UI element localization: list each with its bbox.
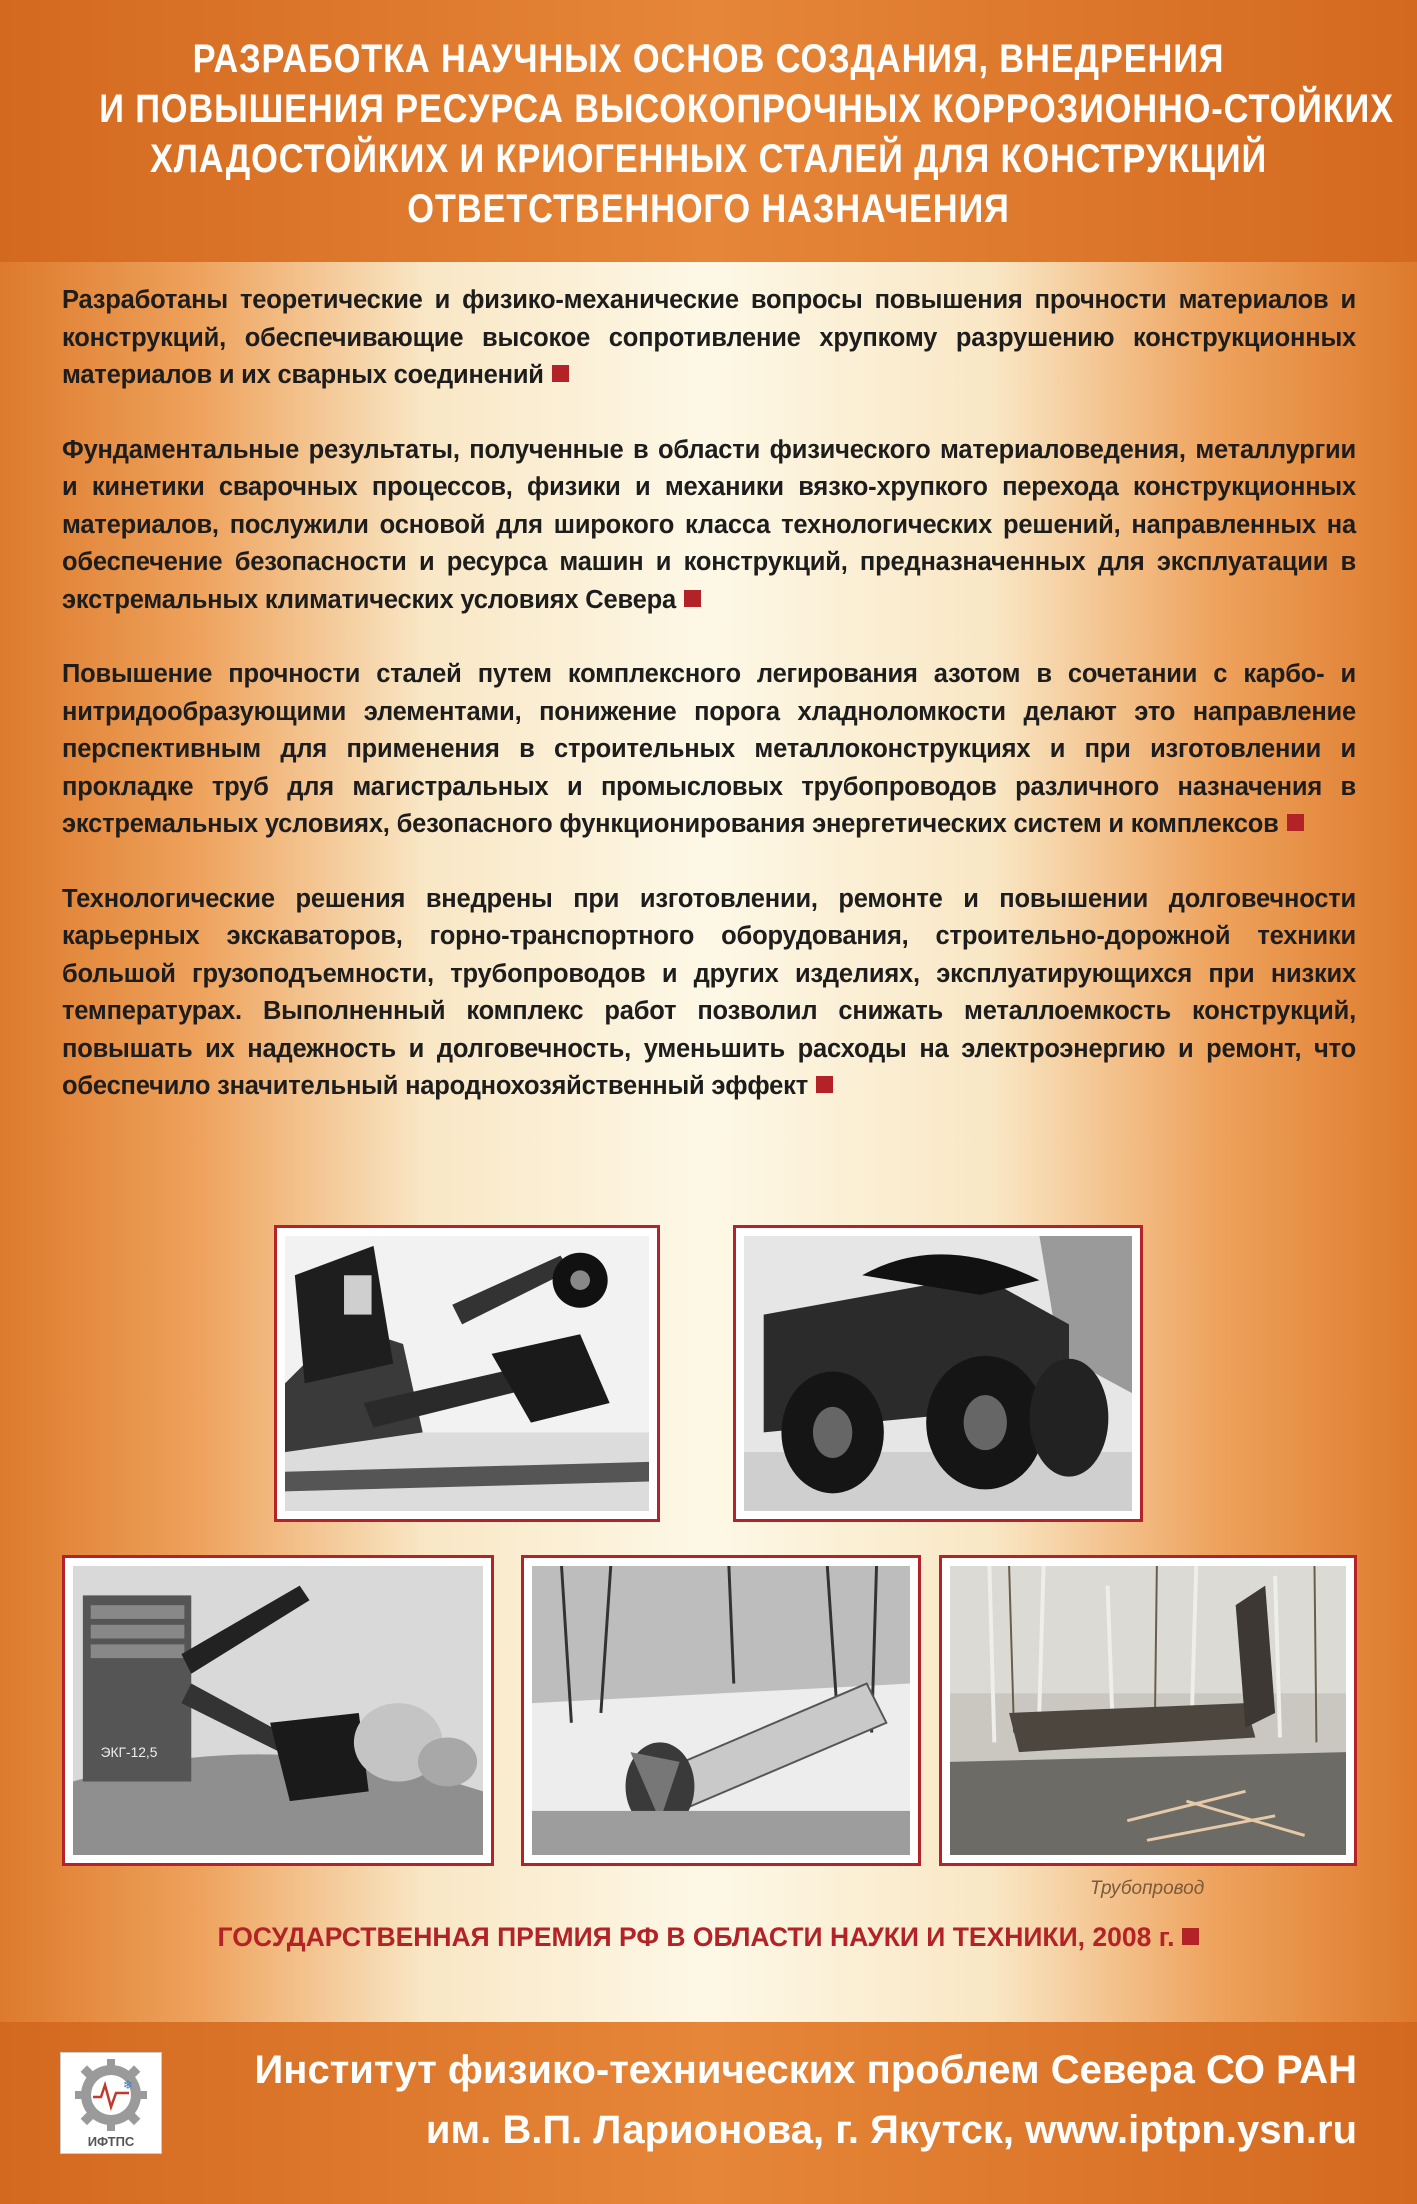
title-line: РАЗРАБОТКА НАУЧНЫХ ОСНОВ СОЗДАНИЯ, ВНЕДРЕНИЯ (192, 37, 1225, 81)
institute-info (255, 2040, 1357, 2160)
excavator-label: ЭКГ-12,5 (100, 1745, 158, 1761)
photo-burst-pipe (521, 1555, 921, 1866)
title-line: И ПОВЫШЕНИЯ РЕСУРСА ВЫСОКОПРОЧНЫХ КОРРОЗИОННО-СТОЙКИХ (99, 87, 1394, 131)
photo-excavator-bucket (274, 1225, 660, 1522)
institute-name: Институт физико-технических проблем Севера СО РАН (254, 2048, 1357, 2092)
header-banner (0, 0, 1417, 262)
excavator-bucket-image (285, 1236, 649, 1511)
award-text: ГОСУДАРСТВЕННАЯ ПРЕМИЯ РФ В ОБЛАСТИ НАУКИ И ТЕХНИКИ, 2008 г. (217, 1922, 1175, 1952)
paragraph (62, 656, 1356, 844)
institute-logo (60, 2052, 162, 2154)
gear-logo-icon (61, 2053, 161, 2153)
title-line: ОТВЕТСТВЕННОГО НАЗНАЧЕНИЯ (407, 187, 1010, 231)
paragraph-text: Фундаментальные результаты, полученные в области физического материаловедения, металлургии и кинетики сварочных процессов, физики и механики вязко-хрупкого перехода конструкционных материалов, послужили основой для широкого класса технологических решений, направленных на обеспечение безопасности и ресурса машин и конструкций, предназначенных для эксплуатации в экстремальных климатических условиях Севера (62, 435, 1356, 614)
pipeline-forest-image (950, 1566, 1346, 1855)
paragraph (62, 282, 1356, 395)
paragraph-text: Технологические решения внедрены при изготовлении, ремонте и повышении долговечности карьерных экскаваторов, горно-транспортного оборудования, строительно-дорожной техники большой грузоподъемности, трубопроводов и других изделиях, эксплуатирующихся при низких температурах. Выполненный комплекс работ позволил снижать металлоемкость конструкций, повышать их надежность и долговечность, уменьшить расходы на электроэнергию и ремонт, что обеспечило значительный народнохозяйственный эффект (62, 884, 1356, 1100)
paragraph (62, 432, 1356, 620)
end-bullet-icon (1182, 1928, 1199, 1945)
photo-dump-truck (733, 1225, 1143, 1522)
paragraph (62, 881, 1356, 1106)
award-line (0, 1922, 1417, 1953)
end-bullet-icon (684, 590, 701, 607)
title-line: ХЛАДОСТОЙКИХ И КРИОГЕННЫХ СТАЛЕЙ ДЛЯ КОНСТРУКЦИЙ (149, 137, 1268, 181)
end-bullet-icon (1287, 814, 1304, 831)
paragraph-text: Разработаны теоретические и физико-механические вопросы повышения прочности материалов и конструкций, обеспечивающие высокое сопротивление хрупкому разрушению конструкционных материалов и их сварных соединений (62, 286, 1356, 389)
dump-truck-image (744, 1236, 1132, 1511)
body-text (62, 282, 1356, 1143)
burst-pipe-image (532, 1566, 910, 1855)
end-bullet-icon (552, 365, 569, 382)
footer-banner (0, 2022, 1417, 2204)
page-title (99, 34, 1394, 234)
photo-caption: Трубопровод (1090, 1878, 1205, 1899)
paragraph-text: Повышение прочности сталей путем комплексного легирования азотом в сочетании с карбо- и нитридообразующими элементами, понижение порога хладноломкости делают это направление перспективным для применения в строительных металлоконструкциях и при изготовлении и прокладке труб для магистральных и промысловых трубопроводов различного назначения в экстремальных условиях, безопасного функционирования энергетических систем и комплексов (62, 660, 1356, 838)
photo-ekg-excavator (62, 1555, 494, 1866)
end-bullet-icon (816, 1076, 833, 1093)
photo-pipeline-forest (939, 1555, 1357, 1866)
institute-address: им. В.П. Ларионова, г. Якутск, www.iptpn.ysn.ru (425, 2108, 1357, 2152)
logo-text: ИФТПС (87, 2134, 135, 2149)
svg-text:❄: ❄ (123, 2078, 134, 2092)
ekg-excavator-image (73, 1566, 483, 1855)
